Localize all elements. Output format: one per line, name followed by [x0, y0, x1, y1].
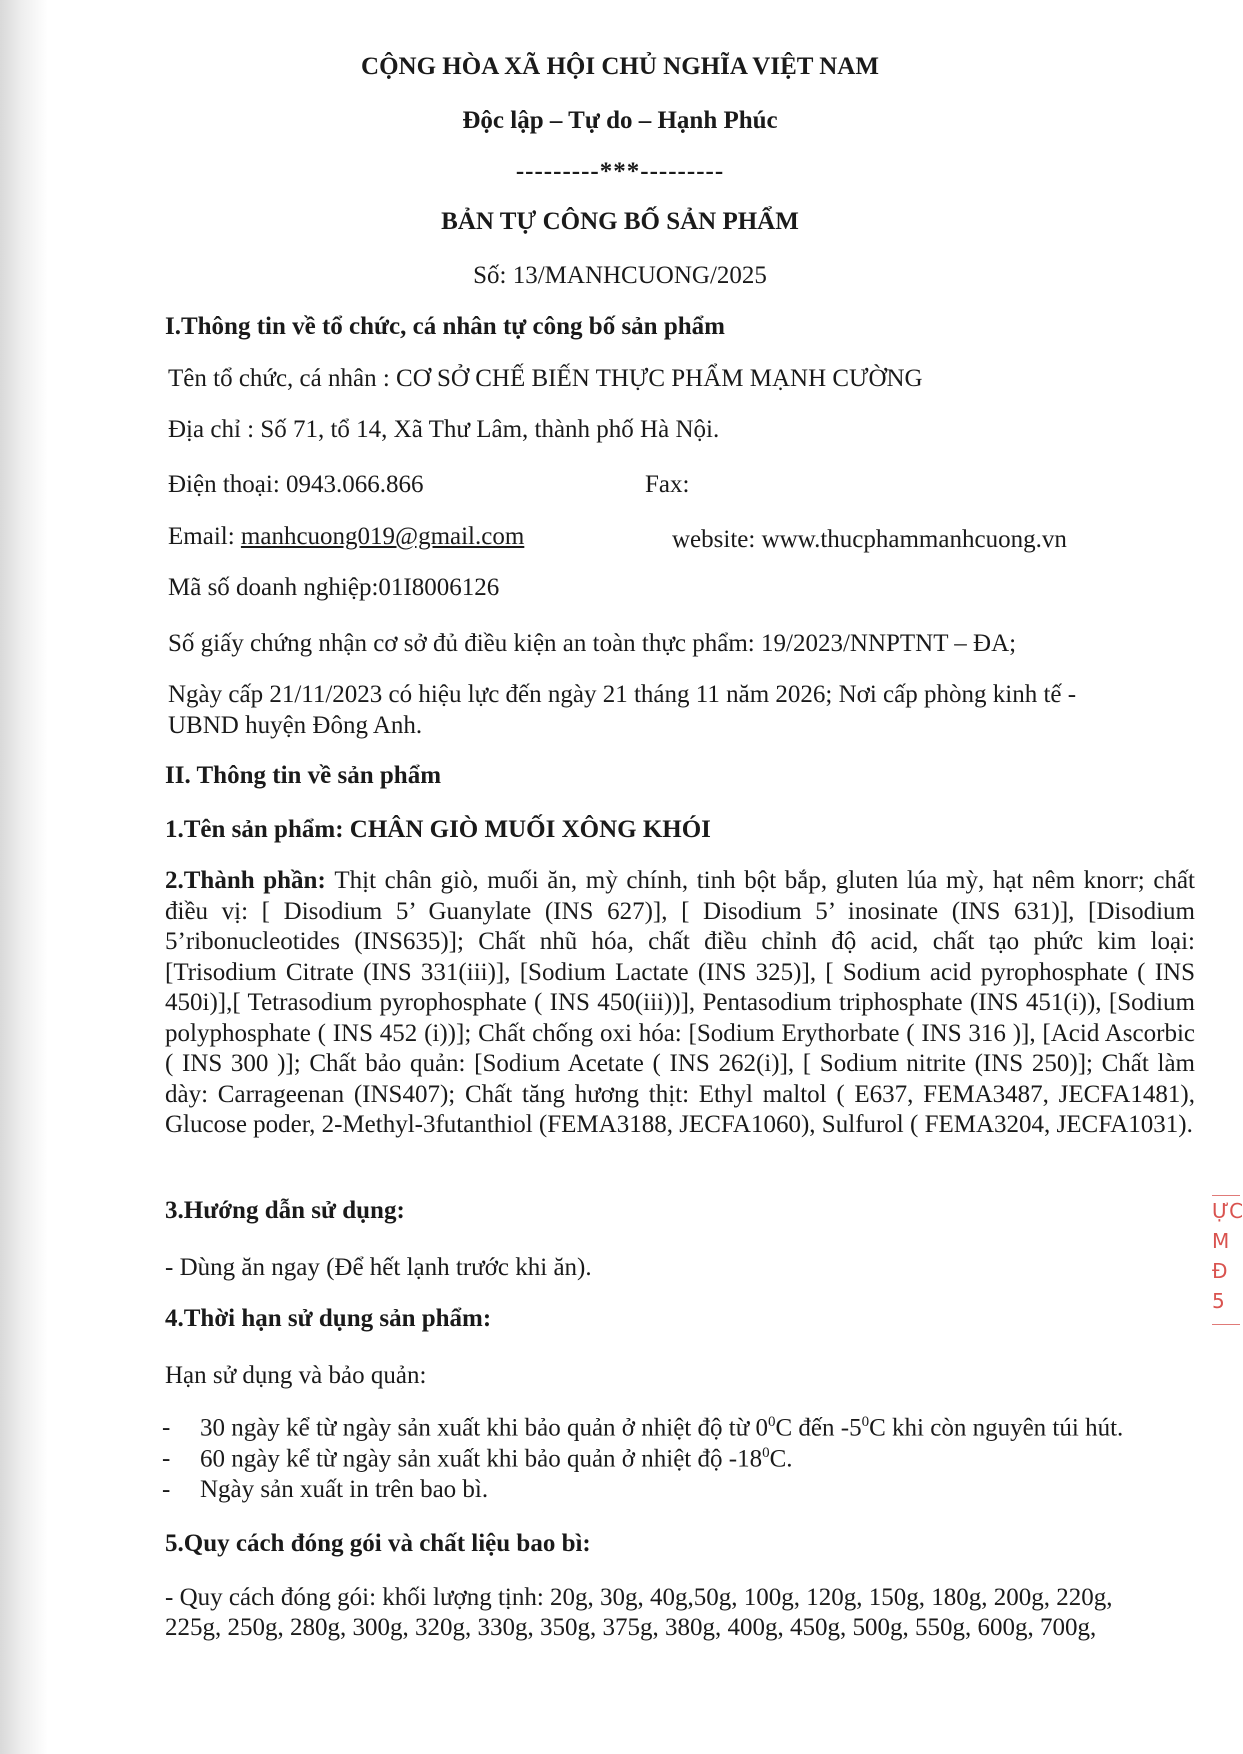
- email-label: Email:: [168, 523, 241, 550]
- shelf-item-1-text: 30 ngày kể từ ngày sản xuất khi bảo quản ở nhiệt độ từ 0: [200, 1414, 768, 1442]
- shelf-life-intro: Hạn sử dụng và bảo quản:: [165, 1362, 427, 1389]
- ingredients-text: Thịt chân giò, muối ăn, mỳ chính, tinh bột bắp, gluten lúa mỳ, hạt nêm knorr; chất điều vị: [ Disodium 5’ Guanylate (INS 627)], [ Disodium 5’ inosinate (INS 631)], [Disodium 5’ribonucleotides (INS635)]; Chất nhũ hóa, chất điều chỉnh độ acid, chất tạo phức kim loại: [Trisodium Citrate (INS 331(iii)], [Sodium Lactate (INS 325)], [ Sodium acid pyrophosphate ( INS 450i)],[ Tetrasodium pyrophosphate ( INS 450(iii))], Pentasodium triphosphate (INS 451(i)), [Sodium polyphosphate ( INS 452 (i))]; Chất chống oxi hóa: [Sodium Erythorbate ( INS 316 )], [Acid Ascorbic ( INS 300 )]; Chất bảo quản: [Sodium Acetate ( INS 262(i)], [ Sodium nitrite (INS 250)]; Chất làm dày: Carrageenan (INS407); Chất tăng hương thịt: Ethyl maltol ( E637, FEMA3487, JECFA1481), Glucose poder, 2-Methyl-3futanthiol (FEMA3188, JECFA1060), Sulfurol ( FEMA3204, JECFA1031).: [165, 867, 1195, 1138]
- address: Địa chỉ : Số 71, tổ 14, Xã Thư Lâm, thành phố Hà Nội.: [168, 416, 720, 443]
- section1-heading: I.Thông tin về tổ chức, cá nhân tự công bố sản phẩm: [165, 313, 725, 340]
- food-safety-certificate: Số giấy chứng nhận cơ sở đủ điều kiện an toàn thực phẩm: 19/2023/NNPTNT – ĐA;: [168, 630, 1017, 657]
- product-name-label: 1.Tên sản phẩm:: [165, 816, 350, 843]
- shelf-item-2-text: 60 ngày kể từ ngày sản xuất khi bảo quản ở nhiệt độ -18: [200, 1445, 763, 1473]
- bullet-mark: -: [162, 1414, 171, 1441]
- motto: Độc lập – Tự do – Hạnh Phúc: [462, 107, 778, 134]
- packaging-line1: - Quy cách đóng gói: khối lượng tịnh: 20g, 30g, 40g,50g, 100g, 120g, 150g, 180g, 200g, 220g,: [165, 1584, 1113, 1611]
- shelf-life-heading: 4.Thời hạn sử dụng sản phẩm:: [165, 1305, 492, 1332]
- stamp-text: Đ: [1212, 1259, 1228, 1283]
- org-name: Tên tổ chức, cá nhân : CƠ SỞ CHẾ BIẾN THỰC PHẨM MẠNH CƯỜNG: [168, 365, 923, 392]
- usage-text: - Dùng ăn ngay (Để hết lạnh trước khi ăn).: [165, 1254, 592, 1281]
- product-name: [165, 816, 711, 844]
- shelf-item-2-end: C.: [769, 1445, 793, 1473]
- shelf-item-1-end: C khi còn nguyên túi hút.: [869, 1414, 1124, 1442]
- shelf-item-2: [200, 1445, 793, 1473]
- packaging-heading: 5.Quy cách đóng gói và chất liệu bao bì:: [165, 1530, 591, 1557]
- usage-heading: 3.Hướng dẫn sử dụng:: [165, 1197, 405, 1224]
- separator: ---------***---------: [515, 158, 725, 185]
- email-link[interactable]: manhcuong019@gmail.com: [240, 523, 525, 550]
- degree-sup: 0: [768, 1414, 776, 1430]
- issue-info-line2: UBND huyện Đông Anh.: [168, 712, 423, 739]
- country-title: CỘNG HÒA XÃ HỘI CHỦ NGHĨA VIỆT NAM: [361, 53, 879, 80]
- business-code: Mã số doanh nghiệp:01I8006126: [168, 574, 500, 601]
- bullet-mark: -: [162, 1445, 171, 1472]
- ingredients-label: 2.Thành phần:: [165, 867, 335, 894]
- document-title: BẢN TỰ CÔNG BỐ SẢN PHẨM: [441, 208, 799, 235]
- product-name-value: CHÂN GIÒ MUỐI XÔNG KHÓI: [349, 816, 711, 843]
- document-number: Số: 13/MANHCUONG/2025: [473, 262, 767, 289]
- phone: Điện thoại: 0943.066.866: [168, 471, 424, 498]
- shelf-item-3: Ngày sản xuất in trên bao bì.: [200, 1476, 489, 1503]
- degree-sup: 0: [762, 1445, 770, 1461]
- bullet-mark: -: [162, 1476, 171, 1503]
- shelf-item-1: [200, 1414, 1123, 1442]
- shelf-item-1-mid: C đến -5: [775, 1414, 862, 1442]
- stamp-text: ỰC: [1212, 1199, 1243, 1223]
- red-stamp-fragment: [1212, 1195, 1243, 1325]
- ingredients: [165, 866, 1195, 1141]
- email: [168, 523, 524, 551]
- stamp-text: 5: [1212, 1289, 1225, 1313]
- section2-heading: II. Thông tin về sản phẩm: [165, 762, 442, 789]
- stamp-text: M: [1212, 1229, 1230, 1253]
- issue-info-line1: Ngày cấp 21/11/2023 có hiệu lực đến ngày 21 tháng 11 năm 2026; Nơi cấp phòng kinh tế -: [168, 681, 1077, 708]
- website: website: www.thucphammanhcuong.vn: [672, 526, 1067, 553]
- fax: Fax:: [645, 471, 690, 498]
- degree-sup: 0: [861, 1414, 870, 1430]
- packaging-line2: 225g, 250g, 280g, 300g, 320g, 330g, 350g, 375g, 380g, 400g, 450g, 500g, 550g, 600g, 700g,: [165, 1614, 1097, 1641]
